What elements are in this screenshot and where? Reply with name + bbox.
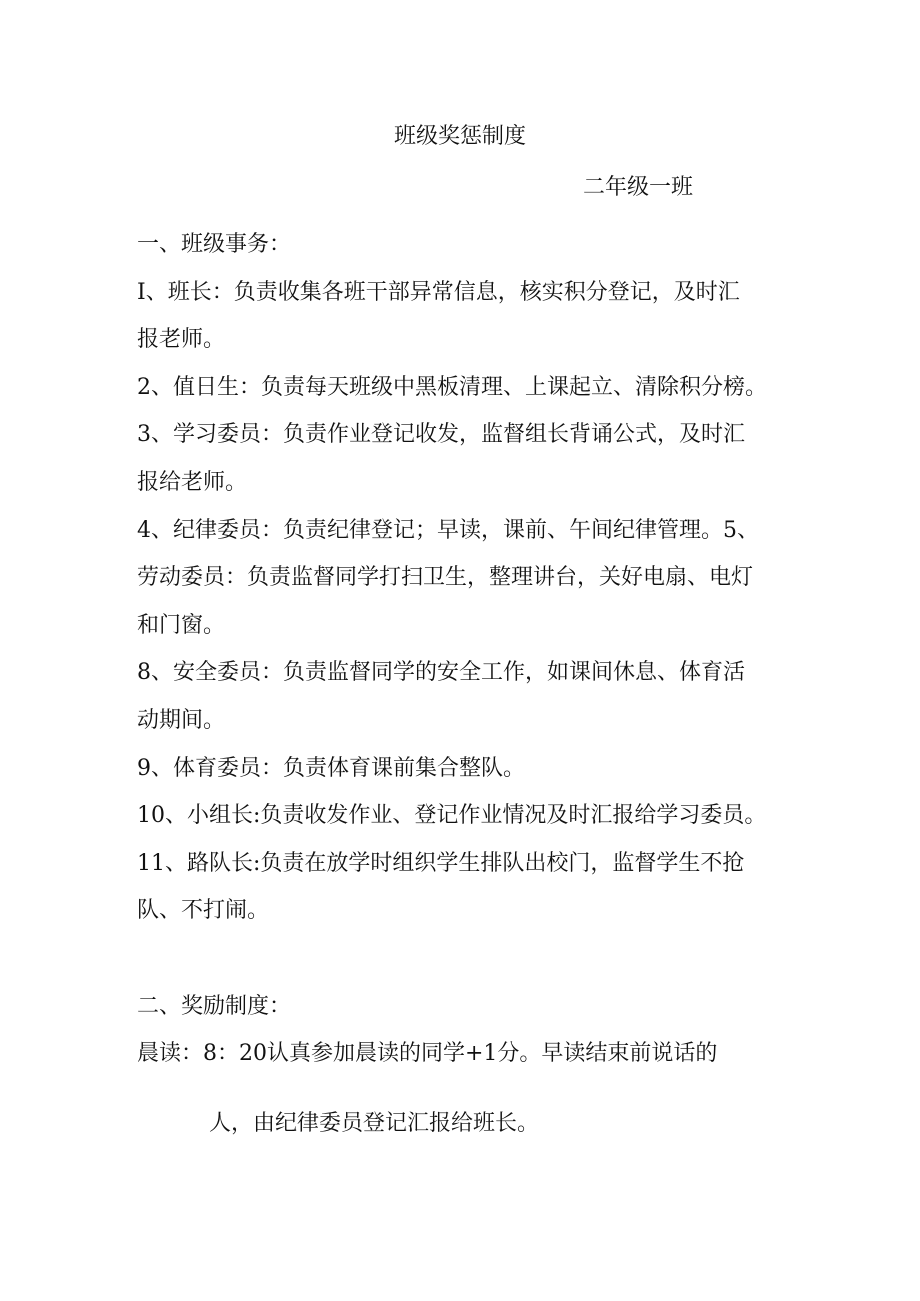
paragraph-line: 队、不打闹。 xyxy=(137,898,270,924)
section-heading-rewards: 二、奖励制度： xyxy=(137,993,292,1019)
paragraph-line: I、班长：负责收集各班干部异常信息，核实积分登记，及时汇 xyxy=(137,279,740,305)
document-title: 班级奖惩制度 xyxy=(393,124,526,149)
paragraph-line: 2、值日生：负责每天班级中黑板清理、上课起立、清除积分榜。 xyxy=(137,374,767,400)
paragraph-line: 8、安全委员：负责监督同学的安全工作，如课间休息、体育活 xyxy=(137,660,745,686)
paragraph-line: 报给老师。 xyxy=(137,469,248,495)
paragraph-line: 动期间。 xyxy=(137,707,226,733)
section-heading-affairs: 一、班级事务： xyxy=(137,232,292,257)
paragraph-line: 10、小组长:负责收发作业、登记作业情况及时汇报给学习委员。 xyxy=(137,803,767,829)
paragraph-line: 3、学习委员：负责作业登记收发，监督组长背诵公式，及时汇 xyxy=(137,422,745,448)
paragraph-line: 报老师。 xyxy=(137,327,226,353)
paragraph-line: 劳动委员：负责监督同学打扫卫生，整理讲台，关好电扇、电灯 xyxy=(137,565,754,591)
paragraph-line: 9、体育委员：负责体育课前集合整队。 xyxy=(137,755,525,781)
paragraph-line-indented: 人，由纪律委员登记汇报给班长。 xyxy=(209,1110,540,1136)
paragraph-line: 晨读：8：20认真参加晨读的同学+1分。早读结束前说话的 xyxy=(137,1041,718,1067)
class-name: 二年级一班 xyxy=(583,175,694,200)
blank-line xyxy=(137,935,797,983)
paragraph-line: 11、路队长:负责在放学时组织学生排队出校门，监督学生不抢 xyxy=(137,850,745,876)
paragraph-line: 4、纪律委员：负责纪律登记；早读，课前、午间纪律管理。5、 xyxy=(137,517,759,543)
document-body xyxy=(137,221,797,1147)
paragraph-line: 和门窗。 xyxy=(137,612,226,638)
